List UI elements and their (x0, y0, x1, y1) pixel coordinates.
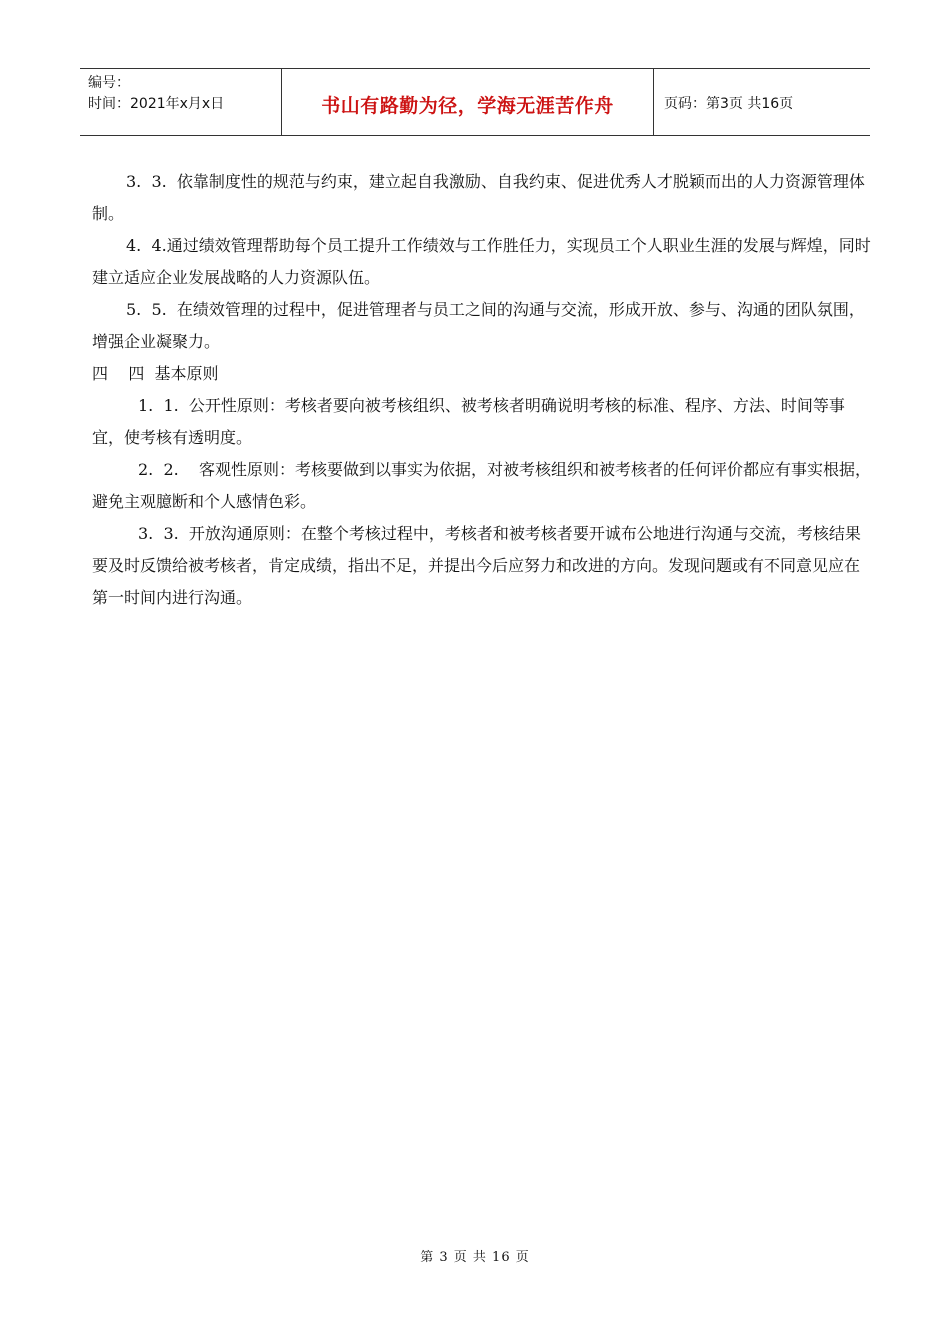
header-page-info: 页码：第3页 共16页 (664, 96, 794, 112)
page-footer: 第 3 页 共 16 页 (420, 1250, 530, 1265)
principle-item-3: 3. 3. 开放沟通原则：在整个考核过程中，考核者和被考核者要开诚布公地进行沟通与交流，考核结果要及时反馈给被考核者，肯定成绩，指出不足，并提出今后应努力和改进的方向。发现问题或有不同意见应在第一时间内进行沟通。 (92, 524, 861, 607)
section-heading: 四 四 基本原则 (92, 364, 219, 383)
header-motto-cell (282, 69, 654, 135)
header-page-cell (654, 69, 870, 135)
principle-item-2: 2. 2. 客观性原则：考核要做到以事实为依据，对被考核组织和被考核者的任何评价都应有事实根据，避免主观臆断和个人感情色彩。 (92, 460, 872, 511)
document-number-label: 编号： (88, 75, 130, 91)
header-motto: 书山有路勤为径，学海无涯苦作舟 (321, 94, 614, 117)
header-meta-cell (80, 69, 282, 135)
document-date-label: 时间：2021年x月x日 (88, 96, 225, 112)
paragraph-item-4: 4. 4.通过绩效管理帮助每个员工提升工作绩效与工作胜任力，实现员工个人职业生涯的发展与辉煌，同时建立适应企业发展战略的人力资源队伍。 (92, 236, 871, 287)
paragraph-item-3: 3. 3. 依靠制度性的规范与约束，建立起自我激励、自我约束、促进优秀人才脱颖而出的人力资源管理体制。 (92, 172, 865, 223)
document-body (92, 166, 872, 614)
paragraph-item-5: 5. 5. 在绩效管理的过程中，促进管理者与员工之间的沟通与交流，形成开放、参与、沟通的团队氛围，增强企业凝聚力。 (92, 300, 865, 351)
principle-item-1: 1. 1. 公开性原则：考核者要向被考核组织、被考核者明确说明考核的标准、程序、方法、时间等事宜，使考核有透明度。 (92, 396, 845, 447)
document-header (80, 68, 870, 136)
